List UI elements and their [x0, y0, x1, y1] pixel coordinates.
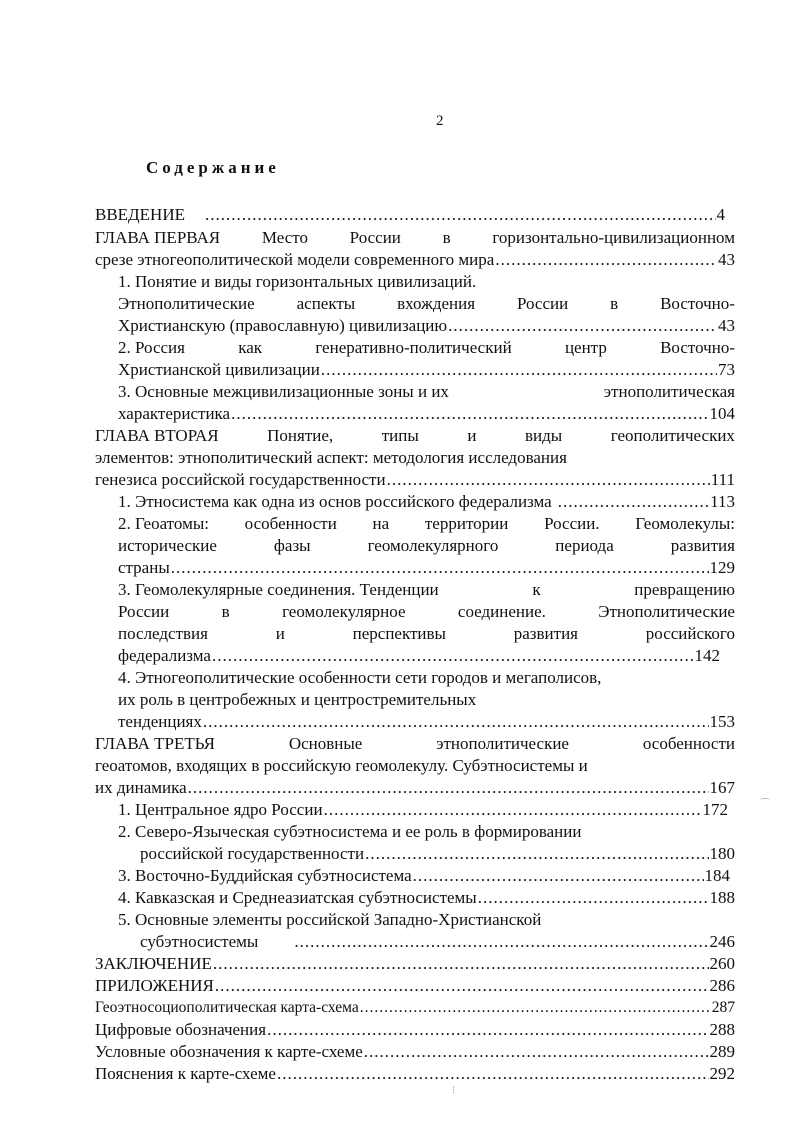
toc-ch2-s2-line2 — [118, 536, 735, 556]
toc-chapter2-page: 111 — [710, 470, 735, 489]
word: геополитических — [610, 426, 735, 445]
word: типы — [381, 426, 419, 445]
word: на — [372, 514, 390, 533]
word: аспекты — [296, 294, 356, 313]
toc-chapter1-page: 43 — [718, 250, 735, 269]
chapter-label: ГЛАВА ТРЕТЬЯ — [95, 734, 215, 753]
word: фазы — [273, 536, 311, 555]
toc-ch2-s1-page: 113 — [710, 492, 735, 511]
leader-dots — [267, 1020, 708, 1040]
word: российского — [645, 624, 735, 643]
leader-dots — [413, 866, 704, 886]
word: как — [238, 338, 263, 357]
leader-dots — [448, 316, 717, 336]
word: Понятие, — [267, 426, 334, 445]
toc-ch3-s5-page: 246 — [709, 932, 735, 951]
chapter-title-cont: генезиса российской государственности — [95, 470, 386, 489]
toc-ch2-s2-line1[interactable] — [118, 514, 735, 534]
toc-chapter3-line3 — [95, 778, 735, 798]
word: развития — [513, 624, 578, 643]
leader-dots — [171, 558, 709, 578]
leader-dots — [277, 1064, 709, 1084]
leader-dots — [212, 646, 694, 666]
chapter-label: ГЛАВА ПЕРВАЯ — [95, 228, 221, 247]
leader-dots — [231, 404, 708, 424]
toc-ch3-s1-page: 172 — [702, 800, 728, 819]
toc-ch1-s1-line1[interactable]: 1. Понятие и виды горизонтальных цивилизаций. — [118, 272, 477, 291]
toc-ch2-s3-line3 — [118, 624, 735, 644]
word: России — [118, 602, 170, 621]
word: этнополитические — [436, 734, 569, 753]
section-title-cont: Христианскую (православную) цивилизацию — [118, 316, 448, 335]
word: периода — [555, 536, 614, 555]
word: развития — [670, 536, 735, 555]
leader-dots — [203, 712, 709, 732]
toc-chapter3-line1[interactable] — [95, 734, 735, 754]
toc-chapter1-line1[interactable] — [95, 228, 735, 248]
toc-ch3-s2-line2 — [140, 844, 735, 864]
leader-dots — [558, 492, 709, 512]
toc-ch1-s3-line1[interactable] — [118, 382, 735, 402]
toc-ch2-s4-page: 153 — [709, 712, 735, 731]
leader-dots — [321, 360, 717, 380]
leader-dots — [215, 976, 709, 996]
word: в — [221, 602, 230, 621]
toc-conclusion-page: 260 — [709, 954, 735, 973]
toc-ch3-s1-line1[interactable] — [118, 800, 728, 820]
toc-ch1-s2-page: 73 — [718, 360, 735, 379]
toc-ch1-s1-line2 — [118, 294, 735, 314]
toc-ch2-s3-page: 142 — [694, 646, 720, 665]
toc-appendix-1-page: 287 — [711, 999, 735, 1016]
leader-dots — [188, 778, 709, 798]
toc-appendix-3[interactable] — [95, 1042, 735, 1062]
word: геомолекулярного — [367, 536, 499, 555]
section-title: 3. Геомолекулярные соединения. Тенденции — [118, 580, 439, 599]
section-title-cont: субэтносистемы — [140, 932, 259, 951]
toc-appendix-3-page: 289 — [709, 1042, 735, 1061]
toc-appendix[interactable] — [95, 976, 735, 996]
toc-ch1-s2-line1[interactable] — [118, 338, 735, 358]
toc-appendix-4-title: Пояснения к карте-схеме — [95, 1064, 276, 1083]
section-title: 3. Восточно-Буддийская субэтносистема — [118, 866, 412, 885]
toc-appendix-2-title: Цифровые обозначения — [95, 1020, 267, 1039]
section-title-cont: федерализма — [118, 646, 211, 665]
toc-appendix-3-title: Условные обозначения к карте-схеме — [95, 1042, 363, 1061]
toc-ch3-s5-line1[interactable]: 5. Основные элементы российской Западно-Христианской — [118, 910, 542, 929]
word: Основные — [288, 734, 363, 753]
toc-ch1-s1-line3 — [118, 316, 735, 336]
toc-appendix-2[interactable] — [95, 1020, 735, 1040]
leader-dots — [478, 888, 709, 908]
chapter-title-cont: их динамика — [95, 778, 187, 797]
section-title-cont: тенденциях — [118, 712, 202, 731]
leader-dots — [360, 998, 711, 1018]
toc-ch1-s2-line2 — [118, 360, 735, 380]
word: Восточно- — [660, 294, 735, 313]
contents-title: Содержание — [146, 158, 280, 177]
leader-dots — [365, 844, 708, 864]
word: генеративно-политический — [315, 338, 512, 357]
toc-ch3-s4-line1[interactable] — [118, 888, 735, 908]
toc-chapter3-line2: геоатомов, входящих в российскую геомолекулу. Субэтносистемы и — [95, 756, 588, 775]
toc-ch2-s3-line4 — [118, 646, 720, 666]
toc-ch3-s4-page: 188 — [709, 888, 735, 907]
word: территории — [424, 514, 509, 533]
toc-ch1-s1-page: 43 — [718, 316, 735, 335]
word: Этнополитические — [598, 602, 735, 621]
section-title-cont: российской государственности — [140, 844, 365, 863]
toc-appendix-page: 286 — [709, 976, 735, 995]
leader-dots — [205, 205, 716, 225]
leader-dots — [495, 250, 717, 270]
toc-ch2-s3-line1[interactable] — [118, 580, 735, 600]
word: горизонтально-цивилизационном — [492, 228, 735, 247]
toc-ch2-s2-line3 — [118, 558, 735, 578]
section-title: 4. Кавказская и Среднеазиатская субэтносистемы — [118, 888, 477, 907]
toc-ch3-s3-page: 184 — [704, 866, 730, 885]
toc-intro-page: 4 — [716, 205, 725, 224]
section-title-cont: страны — [118, 558, 170, 577]
word: центр — [564, 338, 607, 357]
toc-chapter3-page: 167 — [709, 778, 735, 797]
toc-conclusion[interactable] — [95, 954, 735, 974]
toc-ch2-s4-line1[interactable]: 4. Этногеополитические особенности сети городов и мегаполисов, — [118, 668, 602, 687]
word: России — [349, 228, 401, 247]
word: особенности — [642, 734, 735, 753]
word: этнополитическая — [603, 382, 735, 401]
toc-ch1-s3-line2 — [118, 404, 735, 424]
toc-conclusion-title: ЗАКЛЮЧЕНИЕ — [95, 954, 212, 973]
word: 2. Россия — [118, 338, 185, 357]
word: Место — [261, 228, 308, 247]
section-title: 1. Центральное ядро России — [118, 800, 323, 819]
word: исторические — [118, 536, 217, 555]
word: России. — [544, 514, 600, 533]
word: превращению — [634, 580, 735, 599]
leader-dots — [387, 470, 710, 490]
chapter-label: ГЛАВА ВТОРАЯ — [95, 426, 219, 445]
word: перспективы — [352, 624, 446, 643]
toc-ch2-s1-line1[interactable] — [118, 492, 735, 512]
word: и — [275, 624, 285, 643]
word: геомолекулярное — [282, 602, 406, 621]
leader-dots — [213, 954, 709, 974]
chapter-title-cont: срезе этногеополитической модели современного мира — [95, 250, 495, 269]
toc-ch3-s3-line1[interactable] — [118, 866, 730, 886]
toc-appendix-title: ПРИЛОЖЕНИЯ — [95, 976, 214, 995]
section-title-cont: Христианской цивилизации — [118, 360, 320, 379]
section-title: 3. Основные межцивилизационные зоны и их — [118, 382, 449, 401]
section-title-cont: характеристика — [118, 404, 231, 423]
toc-appendix-4-page: 292 — [709, 1064, 735, 1083]
toc-chapter2-line3 — [95, 470, 735, 490]
toc-ch2-s3-line2 — [118, 602, 735, 622]
toc-ch1-s3-page: 104 — [709, 404, 735, 423]
word: вхождения — [397, 294, 476, 313]
leader-dots — [294, 932, 708, 952]
word: Восточно- — [660, 338, 735, 357]
leader-dots — [324, 800, 702, 820]
toc-appendix-1[interactable] — [95, 998, 735, 1018]
word: в — [610, 294, 619, 313]
word: соединение. — [457, 602, 546, 621]
toc-ch2-s2-page: 129 — [709, 558, 735, 577]
word: особенности — [244, 514, 337, 533]
toc-intro-title: ВВЕДЕНИЕ — [95, 205, 185, 224]
toc-ch2-s4-line3 — [118, 712, 735, 732]
word: 2. Геоатомы: — [118, 514, 209, 533]
word: Этнополитические — [118, 294, 255, 313]
toc-ch3-s2-page: 180 — [709, 844, 735, 863]
toc-intro[interactable] — [95, 205, 725, 225]
word: последствия — [118, 624, 208, 643]
toc-appendix-1-title: Геоэтносоциополитическая карта-схема — [95, 999, 359, 1016]
toc-chapter2-line2: элементов: этнополитический аспект: методология исследования — [95, 448, 567, 467]
word: к — [532, 580, 541, 599]
toc-ch2-s4-line2: их роль в центробежных и центростремительных — [118, 690, 477, 709]
word: Геомолекулы: — [635, 514, 735, 533]
word: России — [516, 294, 569, 313]
scan-speck-icon: ⁝ — [452, 1085, 456, 1096]
toc-ch3-s2-line1[interactable]: 2. Северо-Языческая субэтносистема и ее роль в формировании — [118, 822, 582, 841]
toc-chapter1-line2[interactable] — [95, 250, 735, 270]
toc-appendix-4[interactable] — [95, 1064, 735, 1084]
scan-speck-icon: ⌒ — [760, 799, 770, 810]
page-number: 2 — [436, 113, 444, 129]
toc-chapter2-line1[interactable] — [95, 426, 735, 446]
word: и — [467, 426, 477, 445]
word: в — [442, 228, 451, 247]
toc-ch3-s5-line2 — [140, 932, 735, 952]
leader-dots — [364, 1042, 709, 1062]
word: виды — [524, 426, 563, 445]
toc-appendix-2-page: 288 — [709, 1020, 735, 1039]
section-title: 1. Этносистема как одна из основ российского федерализма — [118, 492, 552, 511]
